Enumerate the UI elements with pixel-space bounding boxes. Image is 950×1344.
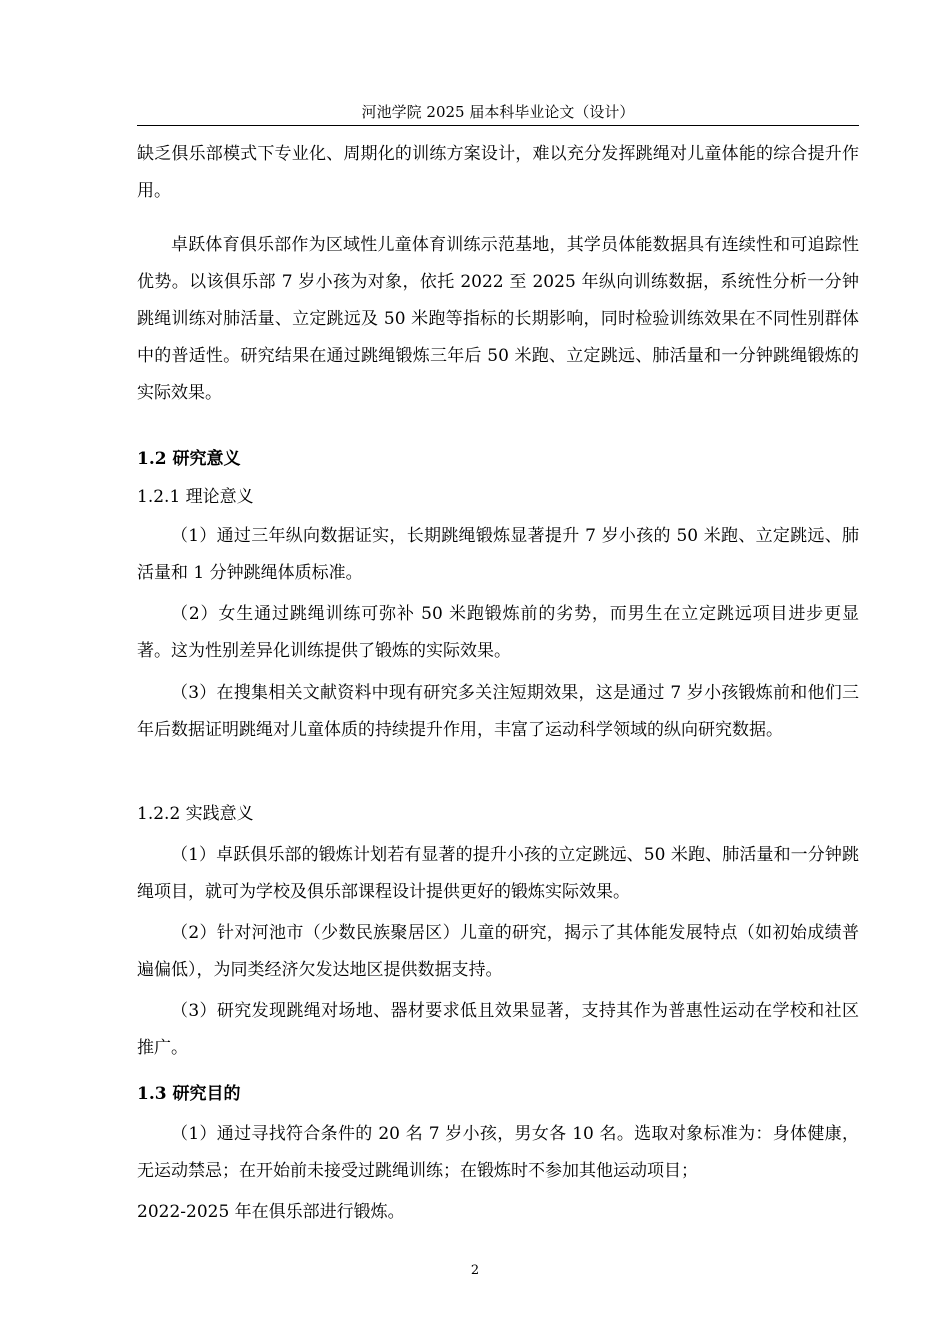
practice-item-3: （3）研究发现跳绳对场地、器材要求低且效果显著，支持其作为普惠性运动在学校和社区推广。 <box>137 1001 859 1058</box>
subsection-1-2-2-heading: 1.2.2 实践意义 <box>137 804 254 824</box>
theory-item-1: （1）通过三年纵向数据证实，长期跳绳锻炼显著提升 7 岁小孩的 50 米跑、立定跳远、肺活量和 1 分钟跳绳体质标准。 <box>137 526 859 583</box>
section-1-2-heading: 1.2 研究意义 <box>137 449 241 469</box>
purpose-item-1: （1）通过寻找符合条件的 20 名 7 岁小孩，男女各 10 名。选取对象标准为：身体健康，无运动禁忌；在开始前未接受过跳绳训练；在锻炼时不参加其他运动项目； <box>137 1124 859 1181</box>
header-rule <box>137 125 859 126</box>
practice-item-2: （2）针对河池市（少数民族聚居区）儿童的研究，揭示了其体能发展特点（如初始成绩普遍偏低），为同类经济欠发达地区提供数据支持。 <box>137 923 859 980</box>
intro-continuation: 缺乏俱乐部模式下专业化、周期化的训练方案设计，难以充分发挥跳绳对儿童体能的综合提升作用。 <box>137 144 859 201</box>
section-1-3-heading: 1.3 研究目的 <box>137 1084 241 1104</box>
running-header: 河池学院 2025 届本科毕业论文（设计） <box>361 103 635 121</box>
purpose-item-1-continuation: 2022-2025 年在俱乐部进行锻炼。 <box>137 1202 405 1222</box>
theory-item-3: （3）在搜集相关文献资料中现有研究多关注短期效果，这是通过 7 岁小孩锻炼前和他们三年后数据证明跳绳对儿童体质的持续提升作用，丰富了运动科学领域的纵向研究数据。 <box>137 683 859 740</box>
subsection-1-2-1-heading: 1.2.1 理论意义 <box>137 487 254 507</box>
practice-item-1: （1）卓跃俱乐部的锻炼计划若有显著的提升小孩的立定跳远、50 米跑、肺活量和一分钟跳绳项目，就可为学校及俱乐部课程设计提供更好的锻炼实际效果。 <box>137 845 859 902</box>
page-number: 2 <box>470 1263 480 1278</box>
intro-paragraph: 卓跃体育俱乐部作为区域性儿童体育训练示范基地，其学员体能数据具有连续性和可追踪性优势。以该俱乐部 7 岁小孩为对象，依托 2022 至 2025 年纵向训练数据，系统性分析一分钟跳绳训练对肺活量、立定跳远及 50 米跑等指标的长期影响，同时检验训练效果在不同性别群体中的普适性。研究结果在通过跳绳锻炼三年后 50 米跑、立定跳远、肺活量和一分钟跳绳锻炼的实际效果。 <box>137 235 859 403</box>
theory-item-2: （2）女生通过跳绳训练可弥补 50 米跑锻炼前的劣势，而男生在立定跳远项目进步更显著。这为性别差异化训练提供了锻炼的实际效果。 <box>137 604 859 661</box>
